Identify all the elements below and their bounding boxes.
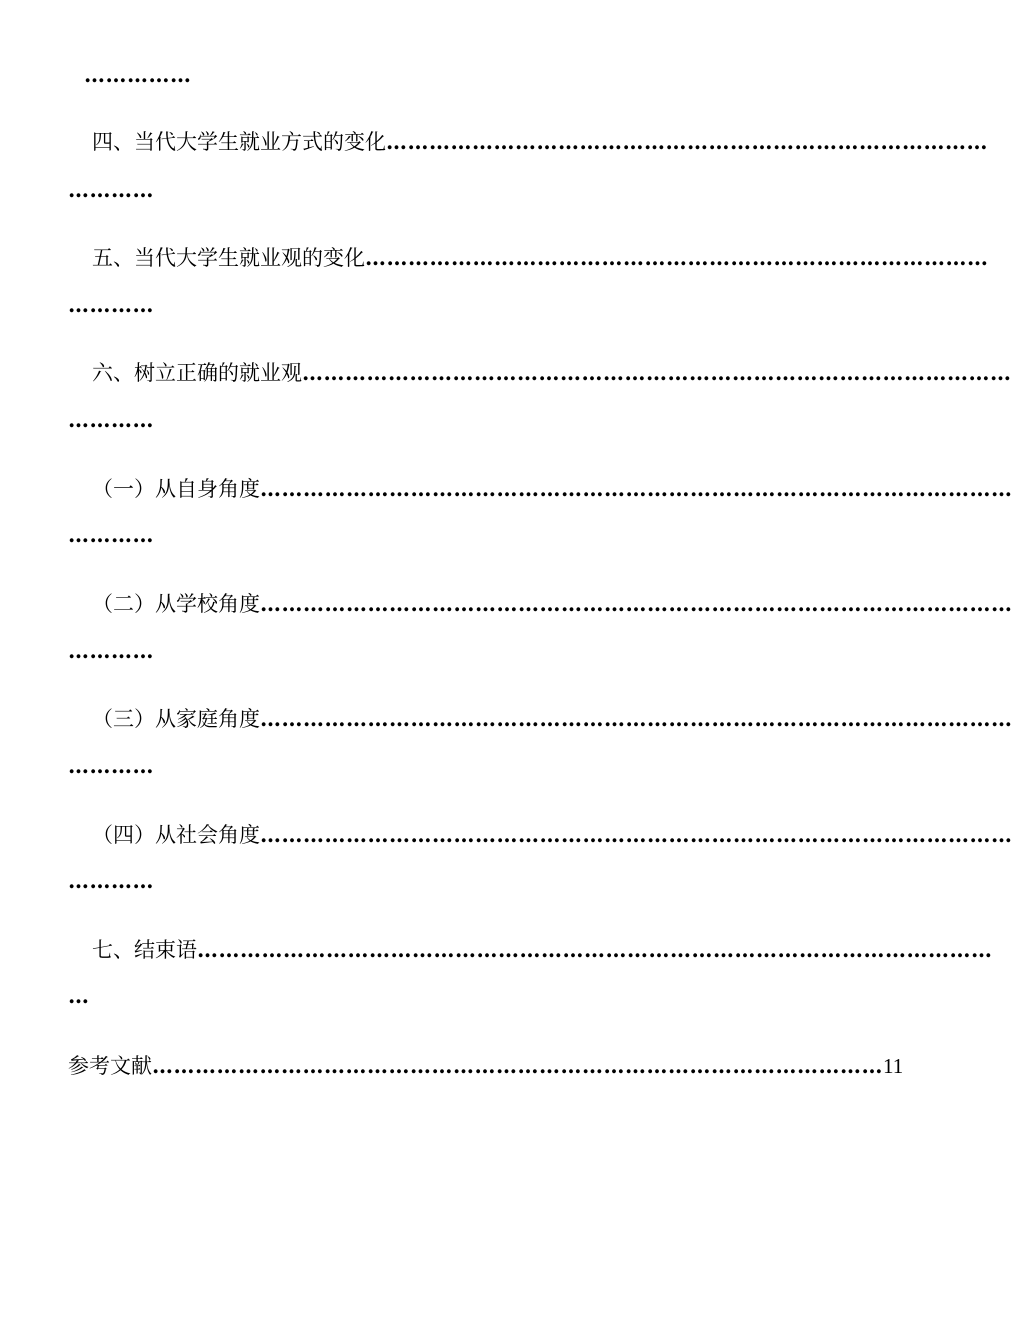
toc-entry-leader-dots: …………………………………………………………………………………………… (260, 822, 1013, 847)
toc-entry-leader-dots-wrap: ………… (68, 522, 154, 547)
toc-entry-leader-dots: ………………………………………………………………………… (386, 129, 988, 154)
toc-entry-references[interactable] (68, 1051, 904, 1081)
toc-entry-title: （二）从学校角度 (92, 592, 260, 616)
toc-entry-leader-dots-wrap: ………… (68, 638, 154, 663)
toc-entry-title: 七、结束语 (92, 938, 197, 962)
toc-entry-4[interactable] (92, 127, 988, 157)
toc-entry-leader-dots-wrap: ………… (68, 177, 154, 202)
toc-entry-leader-dots-wrap: ………… (68, 407, 154, 432)
toc-entry-title: 五、当代大学生就业观的变化 (92, 246, 365, 270)
toc-entry-leader-dots: …………………………………………………………………………………………… (260, 706, 1013, 731)
toc-entry-title: 六、树立正确的就业观 (92, 361, 302, 385)
toc-subentry-1[interactable] (92, 474, 1013, 504)
toc-entry-title: （三）从家庭角度 (92, 707, 260, 731)
toc-entry-leader-dots: …………………………………………………………………………………………… (260, 476, 1013, 501)
toc-subentry-3[interactable] (92, 704, 1013, 734)
toc-entry-leader-dots-wrap: ………… (68, 868, 154, 893)
toc-entry-leader-dots: …………………………………………………………………………… (365, 245, 989, 270)
toc-entry-title: 参考文献 (68, 1054, 152, 1078)
toc-entry-title: 四、当代大学生就业方式的变化 (92, 130, 386, 154)
toc-entry-leader-dots-wrap: ………… (68, 753, 154, 778)
toc-page-number: 11 (883, 1054, 904, 1078)
toc-entry-leader-dots-wrap: … (68, 983, 90, 1008)
toc-subentry-4[interactable] (92, 820, 1013, 850)
toc-entry-7[interactable] (92, 935, 993, 965)
toc-entry-title: （四）从社会角度 (92, 823, 260, 847)
toc-entry-leader-dots-wrap: ………… (68, 292, 154, 317)
toc-entry-leader-dots: ……………………………………………………………………………………… (302, 360, 1012, 385)
toc-subentry-2[interactable] (92, 589, 1013, 619)
toc-entry-6[interactable] (92, 358, 1012, 388)
toc-entry-leader-dots: ………………………………………………………………………………………………… (197, 937, 993, 962)
toc-entry-leader-dots: …………………………………………………………………………………………… (260, 591, 1013, 616)
toc-continuation-dots: …………… (84, 62, 192, 87)
toc-entry-5[interactable] (92, 243, 989, 273)
toc-entry-title: （一）从自身角度 (92, 477, 260, 501)
toc-entry-leader-dots: ………………………………………………………………………………………… (152, 1053, 883, 1078)
